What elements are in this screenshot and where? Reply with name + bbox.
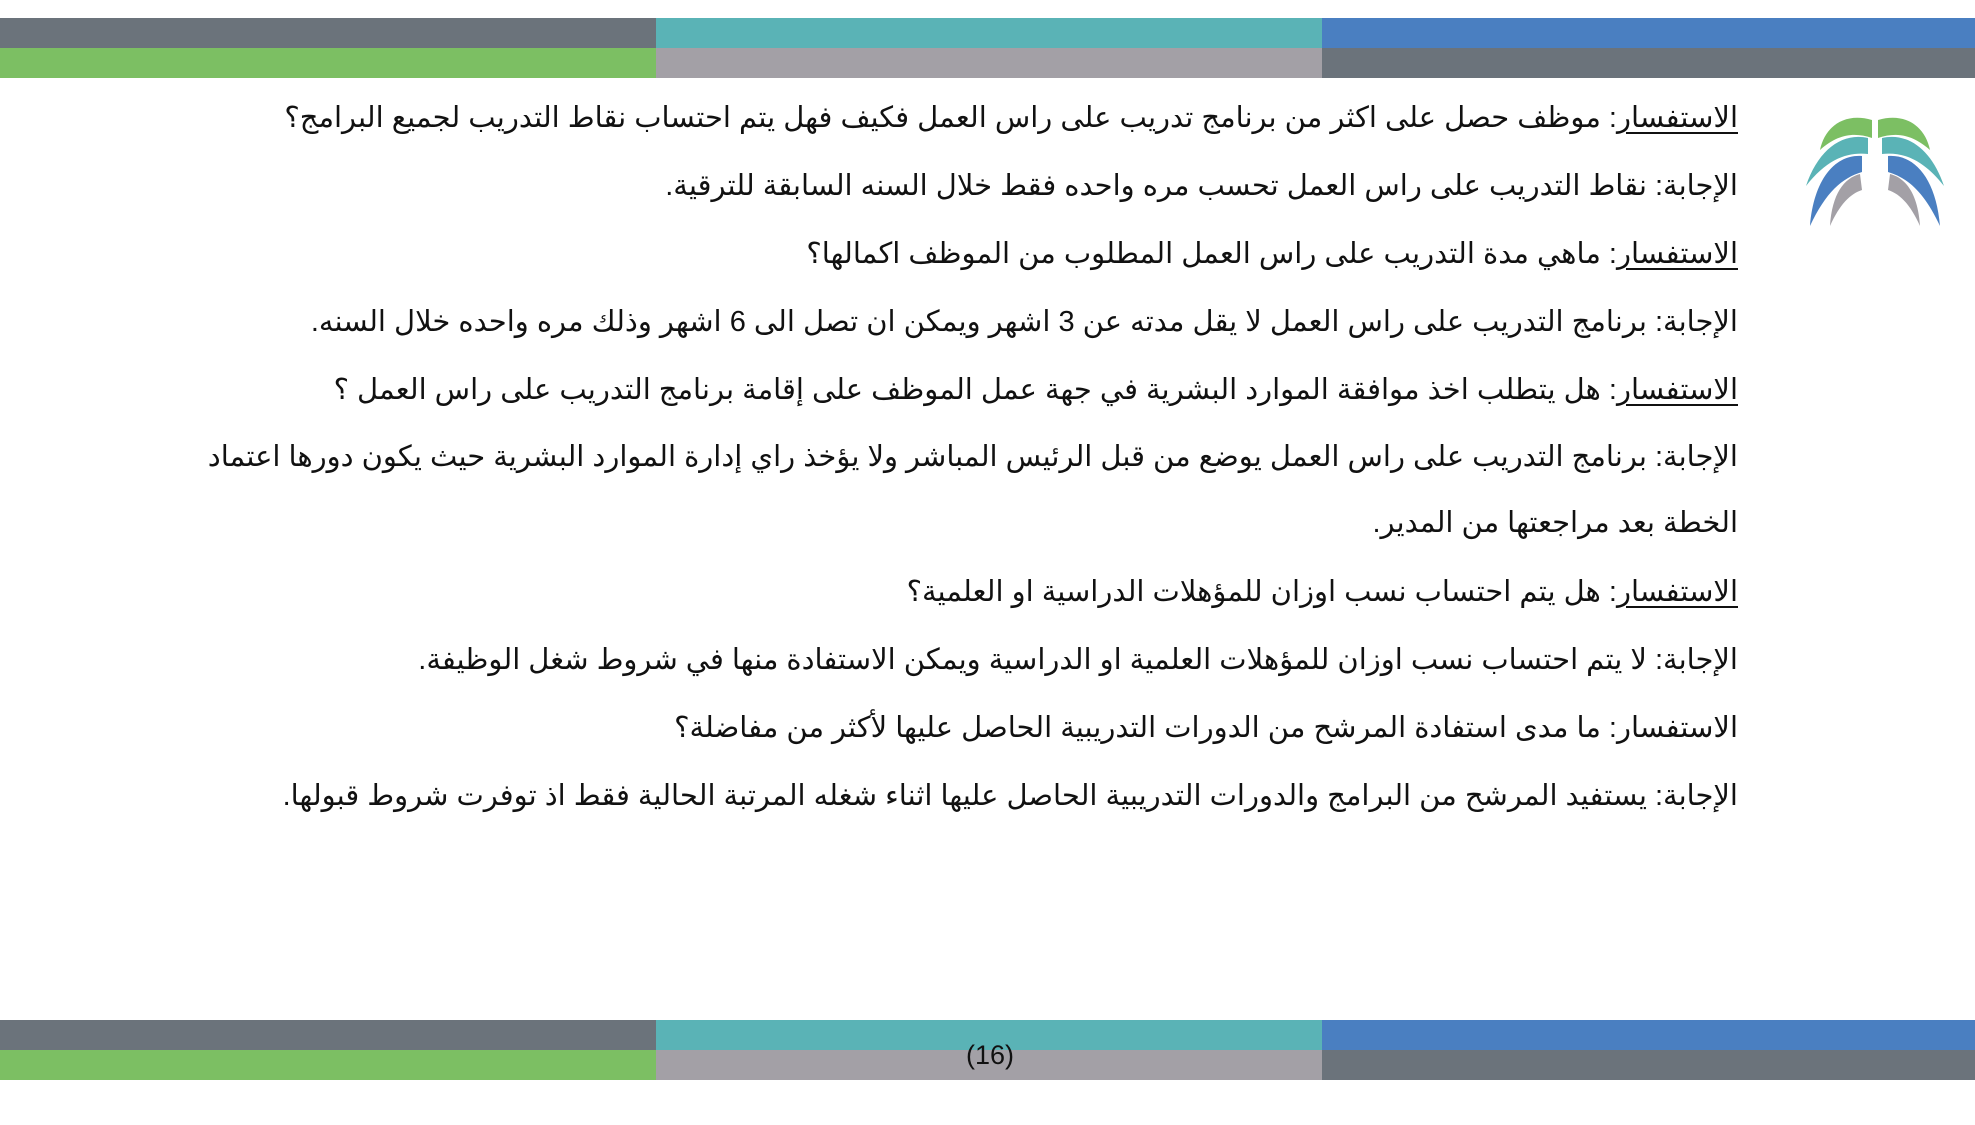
band-segment: [1322, 18, 1975, 48]
answer-text: : نقاط التدريب على راس العمل تحسب مره واحده فقط خلال السنه السابقة للترقية.: [665, 170, 1664, 202]
band-segment: [0, 1020, 656, 1050]
answer-paragraph: [180, 288, 1738, 356]
answer-label: الإجابة: [1663, 306, 1738, 338]
inquiry-label: الاستفسار: [1616, 576, 1738, 608]
answer-paragraph: [180, 762, 1738, 830]
band-segment: [1322, 1050, 1975, 1080]
inquiry-text: : هل يتم احتساب نسب اوزان للمؤهلات الدراسية او العلمية؟: [906, 576, 1617, 608]
answer-label: الإجابة: [1663, 780, 1738, 812]
inquiry-label: الاستفسار: [1616, 712, 1738, 744]
answer-paragraph: [180, 424, 1738, 556]
inquiry-label: الاستفسار: [1616, 374, 1738, 406]
inquiry-text: : ما مدى استفادة المرشح من الدورات التدريبية الحاصل عليها لأكثر من مفاضلة؟: [674, 712, 1617, 744]
inquiry-paragraph: [180, 220, 1738, 288]
inquiry-text: : ماهي مدة التدريب على راس العمل المطلوب من الموظف اكمالها؟: [806, 238, 1617, 270]
qa-content: [180, 84, 1738, 830]
inquiry-label: الاستفسار: [1616, 102, 1738, 134]
answer-label: الإجابة: [1663, 170, 1738, 202]
inquiry-label: الاستفسار: [1616, 238, 1738, 270]
answer-text: : برنامج التدريب على راس العمل يوضع من قبل الرئيس المباشر ولا يؤخذ راي إدارة الموارد البشرية حيث يكون دورها اعتماد الخطة بعد مراجعتها من المدير.: [207, 441, 1738, 539]
answer-text: : برنامج التدريب على راس العمل لا يقل مدته عن 3 اشهر ويمكن ان تصل الى 6 اشهر وذلك مره واحده خلال السنه.: [310, 306, 1664, 338]
answer-label: الإجابة: [1663, 441, 1738, 473]
answer-paragraph: [180, 626, 1738, 694]
inquiry-paragraph: [180, 694, 1738, 762]
band-segment: [656, 18, 1322, 48]
band-segment: [1322, 48, 1975, 78]
inquiry-text: : هل يتطلب اخذ موافقة الموارد البشرية في جهة عمل الموظف على إقامة برنامج التدريب على راس العمل ؟: [333, 374, 1617, 406]
answer-text: : لا يتم احتساب نسب اوزان للمؤهلات العلمية او الدراسية ويمكن الاستفادة منها في شروط شغل الوظيفة.: [418, 644, 1664, 676]
band-segment: [0, 1050, 656, 1080]
answer-text: : يستفيد المرشح من البرامج والدورات التدريبية الحاصل عليها اثناء شغله المرتبة الحالية فقط اذ توفرت شروط قبولها.: [282, 780, 1664, 812]
answer-paragraph: [180, 152, 1738, 220]
inquiry-paragraph: [180, 84, 1738, 152]
answer-label: الإجابة: [1663, 644, 1738, 676]
inquiry-paragraph: [180, 356, 1738, 424]
band-segment: [1322, 1020, 1975, 1050]
band-segment: [656, 48, 1322, 78]
band-segment: [0, 18, 656, 48]
header-color-band: [0, 18, 1975, 78]
band-segment: [0, 48, 656, 78]
inquiry-paragraph: [180, 558, 1738, 626]
inquiry-text: : موظف حصل على اكثر من برنامج تدريب على راس العمل فكيف فهل يتم احتساب نقاط التدريب لجميع البرامج؟: [284, 102, 1617, 134]
page-number: (16): [965, 1040, 1014, 1070]
organization-logo-icon: [1790, 108, 1960, 238]
